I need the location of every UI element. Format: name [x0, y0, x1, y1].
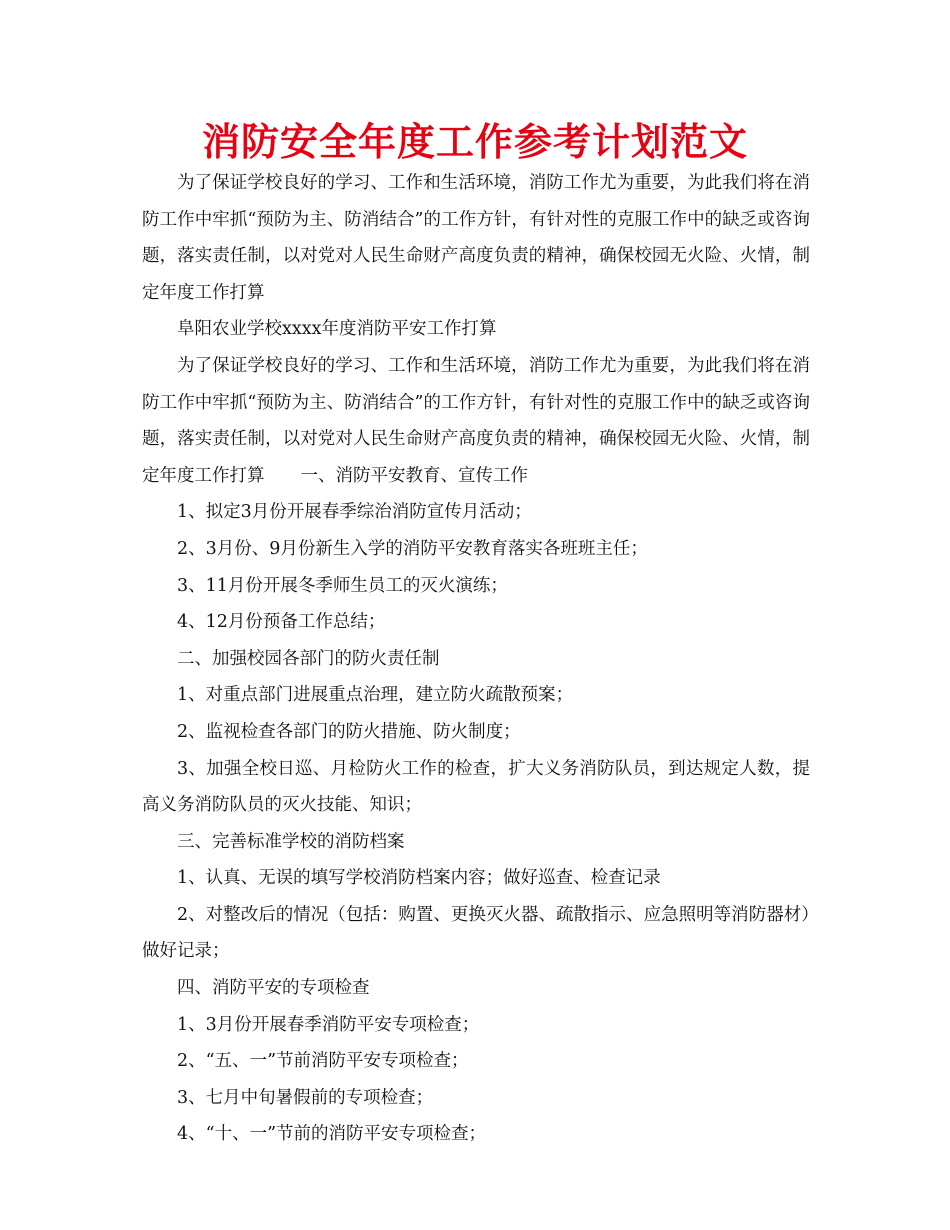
intro-paragraph-2-text: 为了保证学校良好的学习、工作和生活环境，消防工作尤为重要，为此我们将在消防工作中牢抓“预防为主、防消结合”的工作方针，有针对性的克服工作中的缺乏或咨询题，落实责任制，以对党对人民生命财产高度负责的精神，确保校园无火险、火情，制定年度工作打算: [142, 355, 810, 486]
list-item: 2、“五、一”节前消防平安专项检查；: [177, 1051, 469, 1072]
list-item: 2、监视检查各部门的防火措施、防火制度；: [177, 721, 521, 742]
intro-paragraph-1: 为了保证学校良好的学习、工作和生活环境，消防工作尤为重要，为此我们将在消防工作中牢抓“预防为主、防消结合”的工作方针，有针对性的克服工作中的缺乏或咨询题，落实责任制，以对党对人民生命财产高度负责的精神，确保校园无火险、火情，制定年度工作打算: [142, 173, 810, 303]
list-item: 3、七月中旬暑假前的专项检查；: [177, 1087, 434, 1108]
list-item: 1、对重点部门进展重点治理，建立防火疏散预案；: [177, 685, 574, 706]
section-heading-3: 三、完善标准学校的消防档案: [177, 831, 405, 852]
section-heading-1: 一、消防平安教育、宣传工作: [300, 465, 528, 486]
list-item: 3、11月份开展冬季师生员工的灭火演练；: [177, 575, 508, 596]
intro-paragraph-2: [142, 348, 810, 494]
list-item: 2、对整改后的情况（包括：购置、更换灭火器、疏散指示、应急照明等消防器材）做好记录；: [142, 904, 810, 962]
list-item: 4、“十、一”节前的消防平安专项检查；: [177, 1124, 487, 1145]
document-body: [142, 165, 810, 1153]
section-heading-2: 二、加强校园各部门的防火责任制: [177, 648, 440, 669]
list-item: 1、拟定3月份开展春季综治消防宣传月活动；: [177, 502, 532, 523]
list-item: 1、认真、无误的填写学校消防档案内容；做好巡查、检查记录: [177, 868, 661, 889]
document-title: 消防安全年度工作参考计划范文: [201, 119, 748, 164]
section-heading-4: 四、消防平安的专项检查: [177, 978, 370, 999]
list-item: 2、3月份、9月份新生入学的消防平安教育落实各班班主任；: [177, 538, 648, 559]
list-item: 1、3月份开展春季消防平安专项检查；: [177, 1014, 480, 1035]
plan-subtitle: 阜阳农业学校xxxx年度消防平安工作打算: [177, 319, 497, 340]
list-item: 3、加强全校日巡、月检防火工作的检查，扩大义务消防队员，到达规定人数，提高义务消防队员的灭火技能、知识；: [142, 758, 810, 816]
list-item: 4、12月份预备工作总结；: [177, 612, 386, 633]
